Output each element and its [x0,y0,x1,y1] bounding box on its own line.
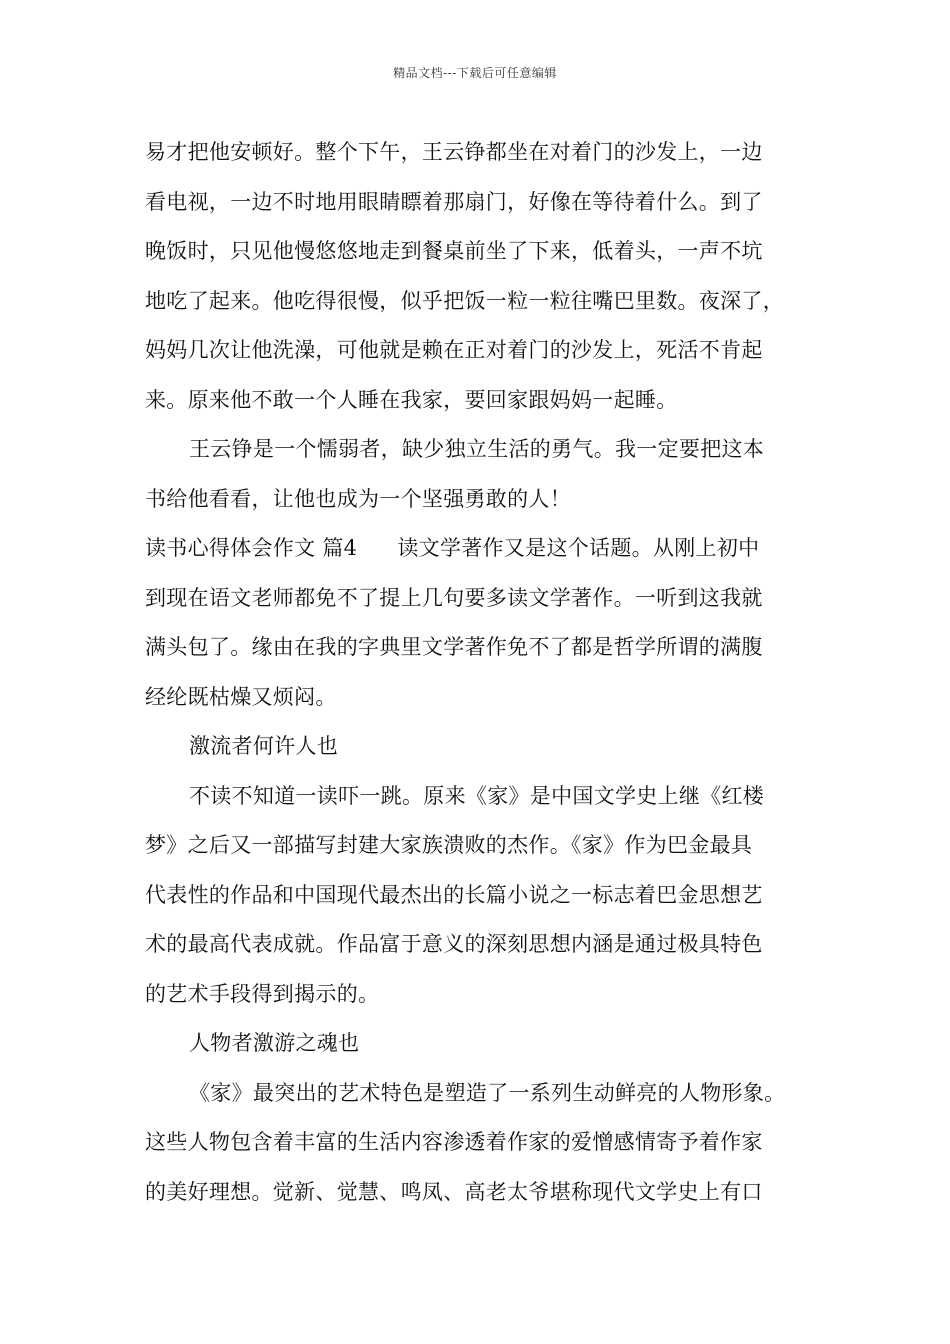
text-line: 到现在语文老师都免不了提上几句要多读文学著作。一听到这我就 [145,585,763,610]
subheading: 人物者激游之魂也 [189,1031,360,1055]
text-line: 的艺术手段得到揭示的。 [145,981,380,1006]
text-line: 梦》之后又一部描写封建大家族溃败的杰作。《家》作为巴金最具 [145,833,753,857]
text-line: 的美好理想。觉新、觉慧、鸣凤、高老太爷堪称现代文学史上有口 [145,1179,763,1204]
text-line: 书给他看看，让他也成为一个坚强勇敢的人！ [145,486,571,511]
text-line: 术的最高代表成就。作品富于意义的深刻思想内涵是通过极具特色 [145,932,763,956]
paragraph-start: 不读不知道一读吓一跳。原来《家》是中国文学史上继《红楼 [189,783,765,808]
section-title: 读书心得体会作文 篇4 [145,536,358,560]
text-line: 易才把他安顿好。整个下午，王云铮都坐在对着门的沙发上，一边 [145,140,763,164]
page-header: 精品文档---下载后可任意编辑 [393,66,557,80]
text-line: 妈妈几次让他洗澡，可他就是赖在正对着门的沙发上，死活不肯起 [145,338,763,362]
paragraph-start: 《家》最突出的艺术特色是塑造了一系列生动鲜亮的人物形象。 [189,1080,786,1105]
section-first-line: 读文学著作又是这个话题。从刚上初中 [397,536,760,560]
text-line: 代表性的作品和中国现代最杰出的长篇小说之一标志着巴金思想艺 [145,882,763,907]
text-line: 经纶既枯燥又烦闷。 [145,684,337,709]
text-line: 地吃了起来。他吃得很慢，似乎把饭一粒一粒往嘴巴里数。夜深了， [145,288,784,313]
text-line: 这些人物包含着丰富的生活内容渗透着作家的爱憎感情寄予着作家 [145,1130,763,1154]
text-line: 晚饭时，只见他慢悠悠地走到餐桌前坐了下来，低着头，一声不坑 [145,239,763,263]
paragraph-start: 王云铮是一个懦弱者，缺少独立生活的勇气。我一定要把这本 [189,437,765,461]
document-body [145,128,825,1217]
subheading: 激流者何许人也 [189,734,339,758]
text-line: 满头包了。缘由在我的字典里文学著作免不了都是哲学所谓的满腹 [145,635,763,659]
text-line: 来。原来他不敢一个人睡在我家，要回家跟妈妈一起睡。 [145,387,678,412]
text-line: 看电视，一边不时地用眼睛瞟着那扇门，好像在等待着什么。到了 [145,189,763,214]
section-heading-row [145,524,825,574]
